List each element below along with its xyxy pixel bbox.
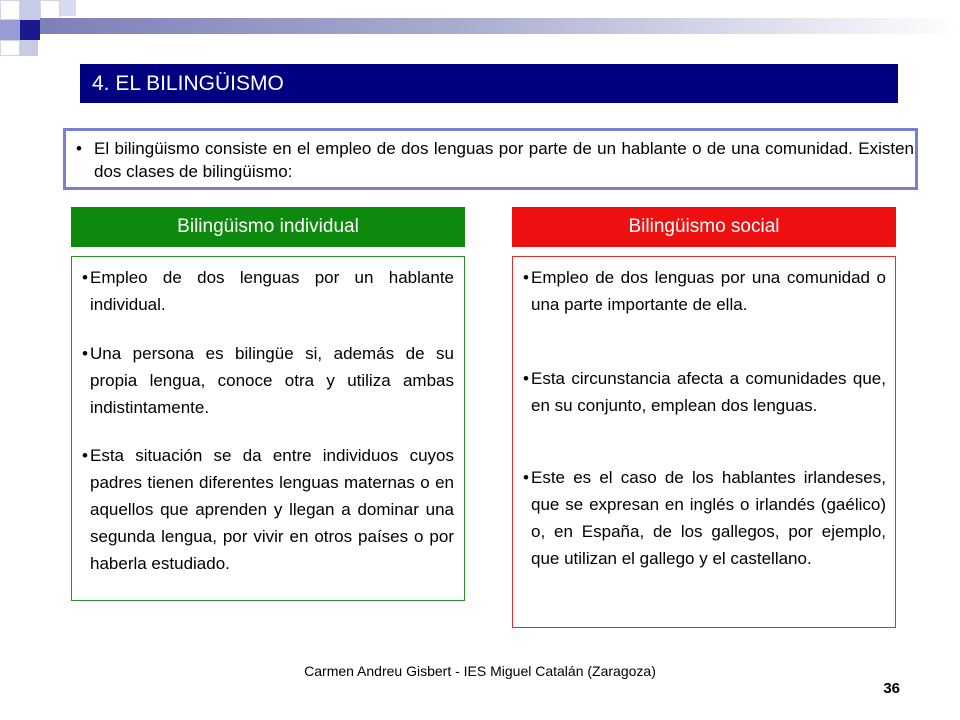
list-item-text: Empleo de dos lenguas por una comunidad o una parte importante de ella. (531, 268, 886, 314)
decor-square (0, 40, 20, 56)
list-item-text: Esta circunstancia afecta a comunidades que, en su conjunto, emplean dos lenguas. (531, 369, 886, 415)
decor-gradient-bar (40, 18, 960, 34)
list-item (513, 264, 895, 318)
bullet-icon: • (82, 268, 88, 287)
footer-author: Carmen Andreu Gisbert - IES Miguel Catalán (Zaragoza) (304, 663, 656, 679)
decor-square (0, 20, 20, 40)
list-item (72, 340, 464, 421)
list-item (513, 365, 895, 419)
decor-square (60, 0, 76, 16)
intro-bullet-item (76, 137, 914, 183)
decor-square (20, 0, 40, 20)
bullet-icon: • (82, 344, 88, 363)
bullet-icon: • (523, 268, 529, 287)
decor-square (20, 20, 40, 40)
bullet-icon: • (76, 139, 82, 158)
social-box (512, 256, 896, 628)
page-number: 36 (883, 680, 900, 697)
list-item (513, 464, 895, 572)
bullet-icon: • (82, 446, 88, 465)
individual-header: Bilingüismo individual (71, 207, 465, 247)
list-item (72, 442, 464, 577)
decor-square (20, 40, 38, 56)
list-item-text: Empleo de dos lenguas por un hablante individual. (90, 268, 454, 314)
list-item-text: Esta situación se da entre individuos cuyos padres tienen diferentes lenguas maternas o en aquellos que aprenden y llegan a dominar una segunda lengua, por vivir en otros países o por haberla estudiado. (90, 446, 454, 573)
decor-square (0, 0, 20, 20)
social-header: Bilingüismo social (512, 207, 896, 247)
intro-box (63, 128, 918, 190)
individual-box (71, 256, 465, 601)
bullet-icon: • (523, 369, 529, 388)
list-item-text: Una persona es bilingüe si, además de su propia lengua, conoce otra y utiliza ambas indistintamente. (90, 344, 454, 417)
decor-square (40, 0, 60, 20)
intro-text: El bilingüismo consiste en el empleo de dos lenguas por parte de un hablante o de una comunidad. Existen dos clases de bilingüismo: (94, 139, 914, 181)
list-item (72, 264, 464, 318)
list-item-text: Este es el caso de los hablantes irlandeses, que se expresan en inglés o irlandés (gaélico) o, en España, de los gallegos, por ejemplo, que utilizan el gallego y el castellano. (531, 468, 886, 568)
slide-title: 4. EL BILINGÜISMO (80, 64, 898, 103)
bullet-icon: • (523, 468, 529, 487)
